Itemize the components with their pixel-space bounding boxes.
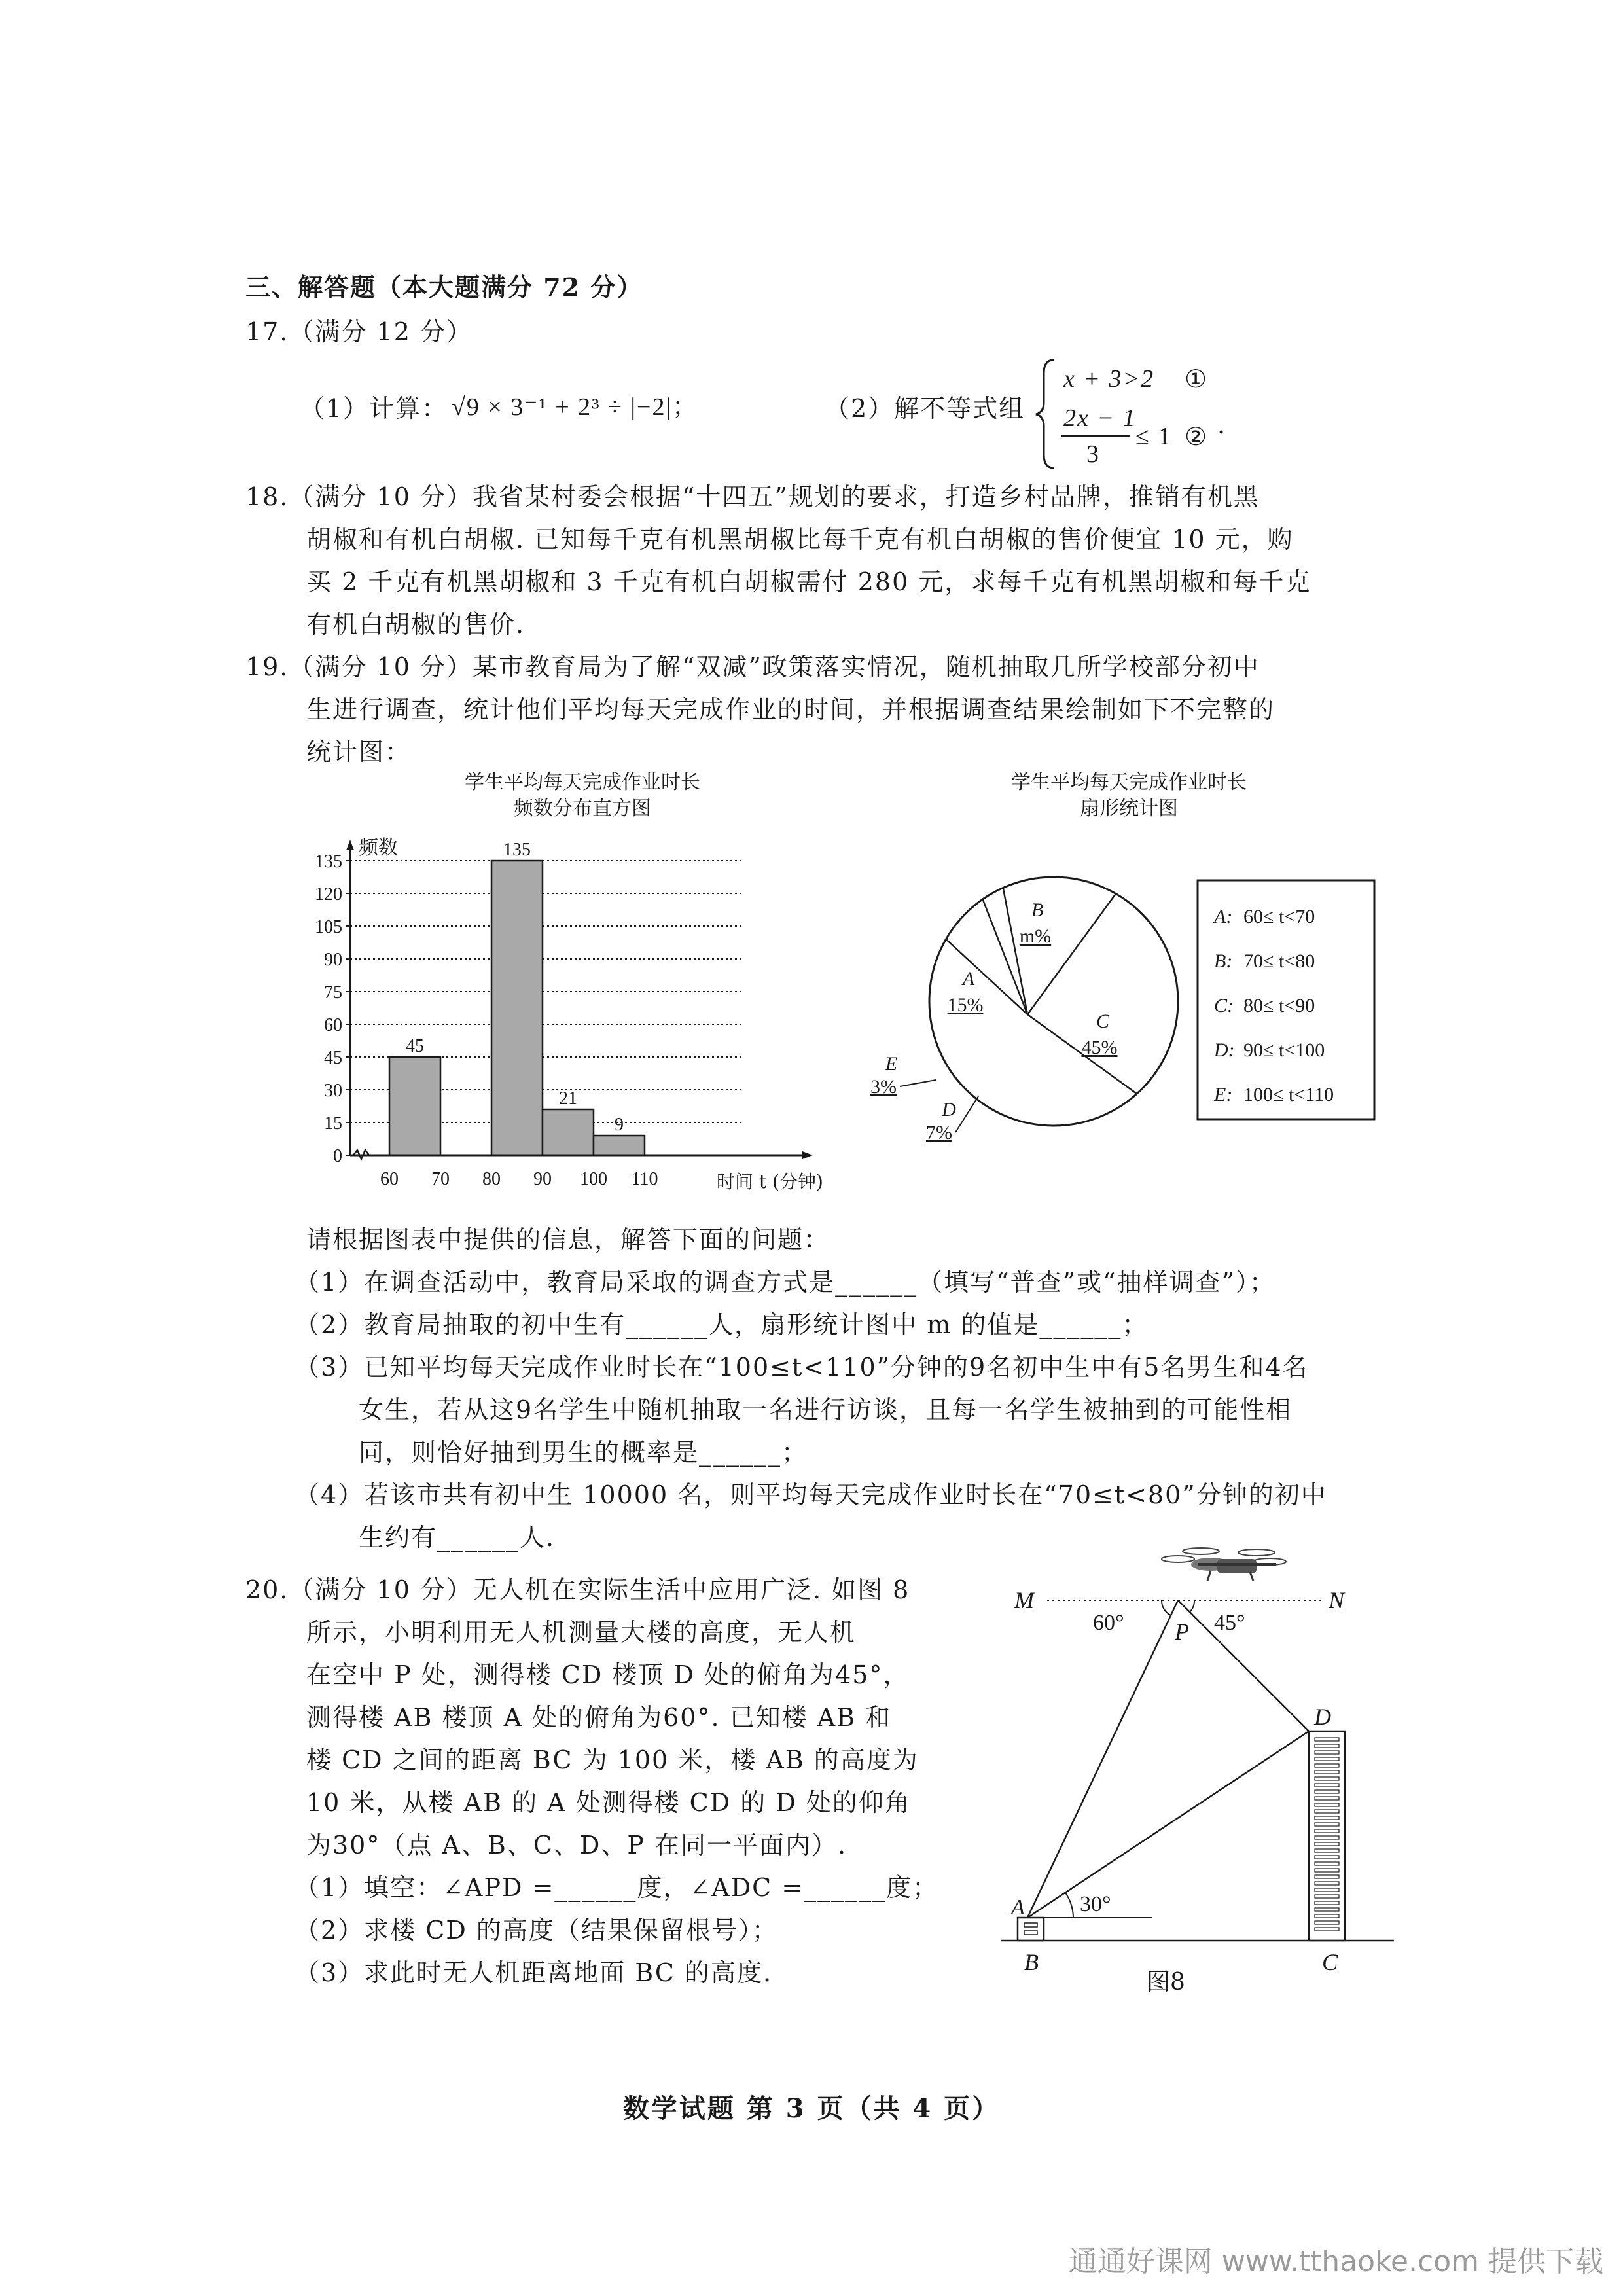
- q19-part-4-line-1: （4）若该市共有初中生 10000 名，则平均每天完成作业时长在“70≤t<80”分钟的初中: [294, 1480, 1327, 1509]
- y-tick-label: 30: [324, 1081, 342, 1101]
- angle-30-label: 30°: [1080, 1892, 1111, 1916]
- pie-leader-line: [955, 1096, 978, 1132]
- section-title: 三、解答题（本大题满分 72 分）: [245, 272, 643, 302]
- legend-key: E:: [1214, 1084, 1233, 1105]
- q20-part-1: （1）填空：∠APD =______度，∠ADC =______度；: [294, 1873, 939, 1902]
- q19-line-2: 生进行调查，统计他们平均每天完成作业的时间，并根据调查结果绘制如下不完整的: [306, 695, 1275, 724]
- q19-part-3-line-2: 女生，若从这9名学生中随机抽取一名进行访谈，且每一名学生被抽到的可能性相: [359, 1395, 1293, 1424]
- q18-line-4: 有机白胡椒的售价.: [306, 610, 526, 639]
- bar-value-label: 45: [406, 1036, 424, 1056]
- q20-part-2: （2）求楼 CD 的高度（结果保留根号）；: [294, 1916, 778, 1945]
- q17-end-period: .: [1217, 410, 1227, 439]
- pie-slice-key: E: [885, 1053, 898, 1075]
- angle-arc-45: [1190, 1600, 1194, 1612]
- y-tick-label: 90: [324, 950, 342, 970]
- legend-key: A:: [1214, 906, 1233, 927]
- line-ad: [1027, 1731, 1309, 1918]
- pie-slice-percent: 15%: [947, 994, 984, 1016]
- legend-key: D:: [1214, 1039, 1235, 1061]
- label-b: B: [1024, 1949, 1039, 1975]
- histogram-chart: [288, 769, 877, 1201]
- legend-key: C:: [1214, 995, 1234, 1016]
- figure-caption: 图8: [1147, 1969, 1185, 1996]
- q17-inequality-2-denominator: 3: [1086, 440, 1100, 468]
- y-tick-label: 15: [324, 1113, 342, 1134]
- label-n: N: [1329, 1587, 1345, 1613]
- x-tick-label: 70: [431, 1169, 450, 1189]
- q17-heading: 17.（满分 12 分）: [245, 317, 473, 346]
- x-tick-label: 60: [380, 1169, 399, 1189]
- bar-value-label: 135: [503, 840, 531, 860]
- q20-line-1: 20.（满分 10 分）无人机在实际生活中应用广泛. 如图 8: [245, 1575, 910, 1604]
- pie-slice-percent: 45%: [1081, 1037, 1118, 1058]
- histogram-bar: [594, 1136, 645, 1155]
- q19-part-1: （1）在调查活动中，教育局采取的调查方式是______（填写“普查”或“抽样调查”）；: [294, 1268, 1275, 1297]
- angle-arc-30: [1065, 1893, 1073, 1918]
- building-ab: [1018, 1918, 1044, 1941]
- x-tick-label: 110: [631, 1169, 658, 1189]
- x-tick-label: 80: [482, 1169, 501, 1189]
- q20-line-5: 楼 CD 之间的距离 BC 为 100 米，楼 AB 的高度为: [306, 1746, 919, 1774]
- q19-part-3-line-1: （3）已知平均每天完成作业时长在“100≤t<110”分钟的9名初中生中有5名男生和4名: [294, 1353, 1309, 1382]
- y-tick-label: 135: [315, 852, 342, 872]
- angle-45-label: 45°: [1214, 1611, 1245, 1635]
- q19-line-3: 统计图：: [306, 738, 412, 766]
- angle-arc-60: [1162, 1600, 1171, 1615]
- q19-part-4-line-2: 生约有______人.: [359, 1523, 556, 1552]
- histogram-bar: [543, 1109, 594, 1155]
- q17-inequality-2-rhs: ≤ 1: [1135, 423, 1172, 450]
- page-footer: 数学试题 第 3 页（共 4 页）: [622, 2093, 1001, 2124]
- fraction-bar: [1061, 435, 1130, 437]
- figure-8: [1001, 1545, 1499, 1996]
- pie-slice-key: B: [1031, 899, 1044, 921]
- q17-part1-expression: √9 × 3⁻¹ + 2³ ÷ |−2|；: [452, 393, 699, 421]
- label-p: P: [1175, 1619, 1189, 1645]
- q17-inequality-1-tag: ①: [1185, 365, 1209, 393]
- label-a: A: [1011, 1895, 1025, 1920]
- bar-value-label: 9: [615, 1115, 624, 1135]
- pie-title: 学生平均每天完成作业时长: [1011, 771, 1247, 794]
- y-tick-label: 0: [333, 1146, 342, 1166]
- y-tick-label: 60: [324, 1015, 342, 1035]
- label-c: C: [1322, 1949, 1338, 1975]
- pie-slice-percent: 3%: [870, 1076, 897, 1098]
- drone-icon: [1162, 1548, 1286, 1581]
- pie-slice-percent: 7%: [926, 1122, 952, 1143]
- q18-line-2: 胡椒和有机白胡椒. 已知每千克有机黑胡椒比每千克有机白胡椒的售价便宜 10 元，购: [306, 525, 1294, 554]
- q19-line-1: 19.（满分 10 分）某市教育局为了解“双减”政策落实情况，随机抽取几所学校部分初中: [245, 653, 1260, 681]
- pie-slice-key: C: [1096, 1011, 1110, 1032]
- bar-value-label: 21: [559, 1088, 577, 1109]
- pie-slice-boundary: [983, 899, 1027, 1014]
- q18-line-1: 18.（满分 10 分）我省某村委会根据“十四五”规划的要求，打造乡村品牌，推销有机黑: [245, 482, 1260, 511]
- pie-slice-key: A: [962, 968, 975, 990]
- pie-slice-key: D: [942, 1099, 956, 1121]
- x-tick-label: 100: [580, 1169, 607, 1189]
- y-tick-label: 105: [315, 917, 342, 937]
- q20-line-2: 所示，小明利用无人机测量大楼的高度，无人机: [306, 1618, 857, 1647]
- y-tick-label: 75: [324, 982, 342, 1003]
- pie-slice-percent: m%: [1019, 925, 1052, 947]
- histogram-title: 学生平均每天完成作业时长: [465, 771, 700, 794]
- label-d: D: [1314, 1704, 1331, 1730]
- q20-part-3: （3）求此时无人机距离地面 BC 的高度.: [294, 1958, 773, 1987]
- pie-leader-line: [900, 1080, 936, 1086]
- q19-part-2: （2）教育局抽取的初中生有______人，扇形统计图中 m 的值是______；: [294, 1310, 1149, 1339]
- legend-range: 60≤ t<70: [1243, 906, 1315, 927]
- q17-inequality-2-numerator: 2x − 1: [1063, 404, 1137, 432]
- q20-line-4: 测得楼 AB 楼顶 A 处的俯角为60°. 已知楼 AB 和: [306, 1703, 892, 1732]
- x-axis-label: 时间 t (分钟): [717, 1171, 823, 1193]
- legend-range: 70≤ t<80: [1243, 950, 1315, 972]
- q20-line-6: 10 米，从楼 AB 的 A 处测得楼 CD 的 D 处的仰角: [306, 1788, 911, 1817]
- legend-range: 80≤ t<90: [1243, 995, 1315, 1016]
- q17-inequality-1: x + 3>2: [1063, 365, 1155, 393]
- q19-prompt: 请根据图表中提供的信息，解答下面的问题：: [306, 1225, 830, 1254]
- y-axis-label: 频数: [359, 836, 398, 859]
- histogram-bar: [491, 861, 543, 1155]
- q20-line-7: 为30°（点 A、B、C、D、P 在同一平面内）.: [306, 1831, 847, 1859]
- label-m: M: [1014, 1587, 1034, 1613]
- q17-part1-label: （1）计算：: [300, 394, 448, 423]
- y-tick-label: 45: [324, 1048, 342, 1068]
- angle-60-label: 60°: [1093, 1611, 1124, 1635]
- q19-part-3-line-3: 同，则恰好抽到男生的概率是______；: [359, 1438, 808, 1467]
- line-pa: [1027, 1600, 1178, 1918]
- x-axis-arrow: [802, 1151, 813, 1159]
- histogram-bar: [389, 1057, 440, 1155]
- y-axis-arrow: [346, 840, 354, 850]
- q20-line-3: 在空中 P 处，测得楼 CD 楼顶 D 处的俯角为45°，: [306, 1660, 910, 1689]
- q18-line-3: 买 2 千克有机黑胡椒和 3 千克有机白胡椒需付 280 元，求每千克有机黑胡椒和每千克: [306, 567, 1311, 596]
- legend-key: B:: [1214, 950, 1233, 972]
- q17-inequality-2-tag: ②: [1185, 422, 1209, 451]
- pie-chart: [864, 769, 1603, 1175]
- q17-part2-label: （2）解不等式组: [825, 394, 1026, 423]
- histogram-subtitle: 频数分布直方图: [514, 797, 651, 820]
- pie-subtitle: 扇形统计图: [1080, 797, 1178, 820]
- watermark: 通通好课网 www.tthaoke.com 提供下载: [1068, 2245, 1603, 2278]
- x-tick-label: 90: [533, 1169, 552, 1189]
- y-tick-label: 120: [315, 884, 342, 905]
- legend-range: 90≤ t<100: [1243, 1039, 1325, 1061]
- legend-range: 100≤ t<110: [1243, 1084, 1334, 1105]
